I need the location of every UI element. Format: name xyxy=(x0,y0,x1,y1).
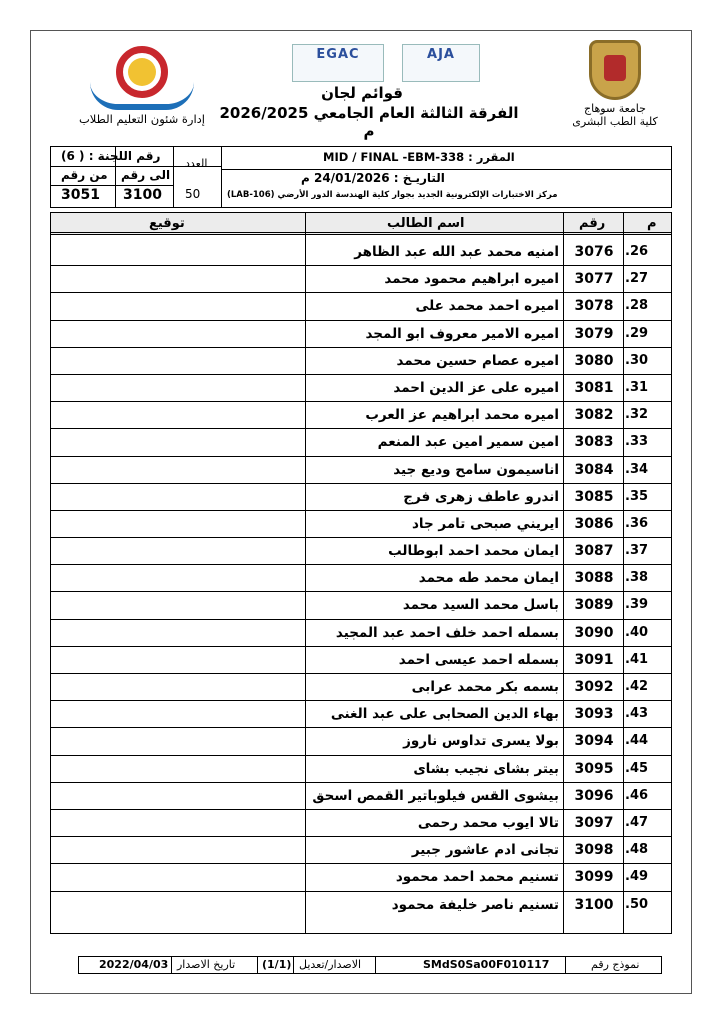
row-student-number: 3091 xyxy=(574,651,614,668)
row-student-number: 3082 xyxy=(574,407,614,424)
row-signature-cell[interactable] xyxy=(55,788,301,808)
row-signature-cell[interactable] xyxy=(55,407,301,427)
row-student-number: 3080 xyxy=(574,352,614,369)
row-student-number: 3096 xyxy=(574,787,614,804)
table-row xyxy=(51,728,671,755)
course-field: المقرر : MID / FINAL -EBM-338 xyxy=(323,150,515,164)
row-student-name: اميره عصام حسين محمد xyxy=(396,352,559,369)
row-index: .35 xyxy=(625,488,649,504)
revision-label: الاصدار/تعديل xyxy=(299,958,362,971)
university-block xyxy=(560,40,670,128)
row-index: .46 xyxy=(625,787,649,803)
row-signature-cell[interactable] xyxy=(55,869,301,889)
table-header xyxy=(51,213,671,235)
row-index: .37 xyxy=(625,543,649,559)
from-label: من رقم xyxy=(61,168,108,182)
row-student-number: 3092 xyxy=(574,679,614,695)
row-signature-cell[interactable] xyxy=(55,842,301,862)
row-student-name: اميره محمد ابراهيم عز العرب xyxy=(365,407,559,424)
row-student-name: ايريني صبحى تامر جاد xyxy=(412,515,559,532)
row-index: .33 xyxy=(625,434,649,450)
faculty-name: كلية الطب البشرى xyxy=(572,115,658,128)
table-row xyxy=(51,402,671,429)
row-index: .49 xyxy=(625,869,649,885)
row-index: .28 xyxy=(625,298,649,314)
row-signature-cell[interactable] xyxy=(55,733,301,753)
table-row xyxy=(51,592,671,619)
row-student-number: 3090 xyxy=(574,624,614,641)
header-number: رقم xyxy=(579,216,606,231)
row-student-name: بسمله احمد عيسى احمد xyxy=(398,651,559,668)
row-student-number: 3095 xyxy=(574,760,614,777)
table-row xyxy=(51,538,671,565)
row-index: .40 xyxy=(625,624,649,640)
from-value: 3051 xyxy=(61,187,100,203)
row-student-number: 3088 xyxy=(574,570,614,587)
department-block xyxy=(52,42,232,126)
row-signature-cell[interactable] xyxy=(55,298,301,318)
table-row xyxy=(51,484,671,511)
row-student-number: 3084 xyxy=(574,461,614,478)
row-student-number: 3099 xyxy=(574,869,614,886)
table-row xyxy=(51,701,671,728)
row-student-number: 3098 xyxy=(574,842,614,859)
row-student-number: 3083 xyxy=(574,434,614,451)
row-student-number: 3081 xyxy=(574,379,614,396)
university-seal-icon xyxy=(589,40,641,100)
row-student-name: تسنيم ناصر خليفة محمود xyxy=(391,896,559,913)
row-student-number: 3089 xyxy=(574,597,614,614)
date-field: التاريـخ : 24/01/2026 م xyxy=(301,171,445,185)
table-row xyxy=(51,321,671,348)
row-index: .39 xyxy=(625,597,649,613)
form-number-label: نموذج رقم xyxy=(591,958,640,971)
exam-location: مركز الاختبارات الإلكترونية الجديد بجوار كلية الهندسة الدور الأرضي (LAB-106) xyxy=(227,190,558,200)
form-footer xyxy=(78,956,662,974)
row-student-number: 3093 xyxy=(574,706,614,723)
header-signature: توقيع xyxy=(149,216,185,231)
committee-info-table xyxy=(50,146,672,208)
row-student-name: اميره الامير معروف ابو المجد xyxy=(365,325,559,342)
table-row xyxy=(51,756,671,783)
table-row xyxy=(51,457,671,484)
row-signature-cell[interactable] xyxy=(55,271,301,291)
page-title: قوائم لجان xyxy=(321,84,403,102)
row-signature-cell[interactable] xyxy=(55,244,301,264)
row-signature-cell[interactable] xyxy=(55,706,301,726)
row-student-name: تسنيم محمد احمد محمود xyxy=(395,869,559,886)
table-row xyxy=(51,293,671,320)
row-signature-cell[interactable] xyxy=(55,570,301,590)
egac-accreditation-logo: EGAC xyxy=(292,44,384,82)
row-student-number: 3085 xyxy=(574,488,614,505)
row-student-name: بسمه بكر محمد عرابى xyxy=(411,679,559,695)
row-student-name: بيشوى القس فيلوباتير القمص اسحق xyxy=(312,787,559,804)
table-row xyxy=(51,892,671,919)
to-label: الى رقم xyxy=(121,168,171,182)
row-index: .38 xyxy=(625,570,649,586)
row-index: .26 xyxy=(625,244,649,259)
row-signature-cell[interactable] xyxy=(55,652,301,672)
row-student-name: اناسيمون سامح وديع جيد xyxy=(393,461,559,478)
table-row xyxy=(51,810,671,837)
row-student-number: 3086 xyxy=(574,515,614,532)
form-number-value: SMdS0Sa00F010117 xyxy=(423,958,550,971)
row-student-name: اميره على عز الدين احمد xyxy=(393,379,559,396)
row-student-number: 3076 xyxy=(574,244,614,260)
row-index: .43 xyxy=(625,706,649,722)
row-student-name: بسمله احمد خلف احمد عبد المجيد xyxy=(335,624,559,641)
row-signature-cell[interactable] xyxy=(55,380,301,400)
row-student-name: اميره ابراهيم محمود محمد xyxy=(384,271,559,288)
row-index: .44 xyxy=(625,733,649,749)
row-signature-cell[interactable] xyxy=(55,625,301,645)
to-value: 3100 xyxy=(123,187,162,203)
row-index: .48 xyxy=(625,842,649,858)
issue-date-value: 2022/04/03 xyxy=(99,958,169,971)
row-student-number: 3078 xyxy=(574,298,614,315)
table-row xyxy=(51,266,671,293)
row-signature-cell[interactable] xyxy=(55,897,301,917)
row-index: .45 xyxy=(625,760,649,776)
row-signature-cell[interactable] xyxy=(55,516,301,536)
table-row xyxy=(51,511,671,538)
table-row xyxy=(51,565,671,592)
row-index: .30 xyxy=(625,352,649,368)
row-student-name: ايمان محمد طه محمد xyxy=(418,570,559,587)
university-name: جامعة سوهاج xyxy=(584,102,646,115)
row-signature-cell[interactable] xyxy=(55,434,301,454)
row-student-name: تجانى ادم عاشور جبير xyxy=(411,842,559,859)
table-row xyxy=(51,348,671,375)
row-index: .34 xyxy=(625,461,649,477)
aja-accreditation-logo: AJA xyxy=(402,44,480,82)
row-signature-cell[interactable] xyxy=(55,597,301,617)
row-student-name: امنيه محمد عبد الله عبد الظاهر xyxy=(354,244,559,260)
row-index: .36 xyxy=(625,515,649,531)
header-name: اسم الطالب xyxy=(387,216,465,231)
issue-date-label: تاريخ الاصدار xyxy=(177,958,236,971)
row-index: .42 xyxy=(625,679,649,694)
row-student-number: 3079 xyxy=(574,325,614,342)
row-student-name: بولا يسرى تداوس ناروز xyxy=(403,733,559,750)
row-student-number: 3094 xyxy=(574,733,614,750)
row-signature-cell[interactable] xyxy=(55,353,301,373)
count-label: العدد xyxy=(185,157,208,170)
row-signature-cell[interactable] xyxy=(55,815,301,835)
count-value: 50 xyxy=(185,187,201,201)
table-row xyxy=(51,620,671,647)
row-signature-cell[interactable] xyxy=(55,761,301,781)
table-row xyxy=(51,674,671,701)
row-signature-cell[interactable] xyxy=(55,679,301,699)
table-body xyxy=(51,239,671,919)
header-index: م xyxy=(647,216,657,231)
row-index: .27 xyxy=(625,271,649,287)
revision-value: (1/1) xyxy=(262,958,292,971)
students-table xyxy=(50,212,672,934)
table-row xyxy=(51,375,671,402)
row-index: .47 xyxy=(625,814,649,830)
row-student-number: 3100 xyxy=(574,896,614,913)
row-student-name: بيتر بشاى نجيب بشاى xyxy=(413,760,559,777)
row-index: .29 xyxy=(625,325,649,341)
row-student-name: ايمان محمد احمد ابوطالب xyxy=(388,543,559,560)
row-index: .32 xyxy=(625,407,649,423)
row-signature-cell[interactable] xyxy=(55,462,301,482)
committee-number: رقم اللجنة : ( 6) xyxy=(61,149,161,163)
department-logo-icon xyxy=(82,42,202,108)
table-row xyxy=(51,783,671,810)
table-row xyxy=(51,837,671,864)
row-student-name: باسل محمد السيد محمد xyxy=(402,597,559,614)
table-row xyxy=(51,647,671,674)
page-subtitle: الفرقة الثالثة العام الجامعي 2026/2025 م xyxy=(219,104,519,140)
department-name: إدارة شئون التعليم الطلاب xyxy=(78,112,206,126)
row-student-number: 3087 xyxy=(574,543,614,560)
row-student-name: اميره احمد محمد على xyxy=(415,298,559,315)
row-signature-cell[interactable] xyxy=(55,543,301,563)
row-student-name: امين سمير امين عبد المنعم xyxy=(377,434,559,451)
table-row xyxy=(51,864,671,891)
row-student-name: بهاء الدين الصحابى على عبد الغنى xyxy=(330,706,559,723)
row-student-number: 3097 xyxy=(574,814,614,831)
row-index: .31 xyxy=(625,379,649,395)
row-student-name: تالا ايوب محمد رحمى xyxy=(417,814,559,831)
row-index: .50 xyxy=(625,896,649,912)
table-row xyxy=(51,429,671,456)
row-signature-cell[interactable] xyxy=(55,489,301,509)
row-student-number: 3077 xyxy=(574,271,614,288)
table-row xyxy=(51,239,671,266)
row-signature-cell[interactable] xyxy=(55,326,301,346)
row-index: .41 xyxy=(625,651,649,667)
row-student-name: اندرو عاطف زهرى فرج xyxy=(403,488,559,505)
